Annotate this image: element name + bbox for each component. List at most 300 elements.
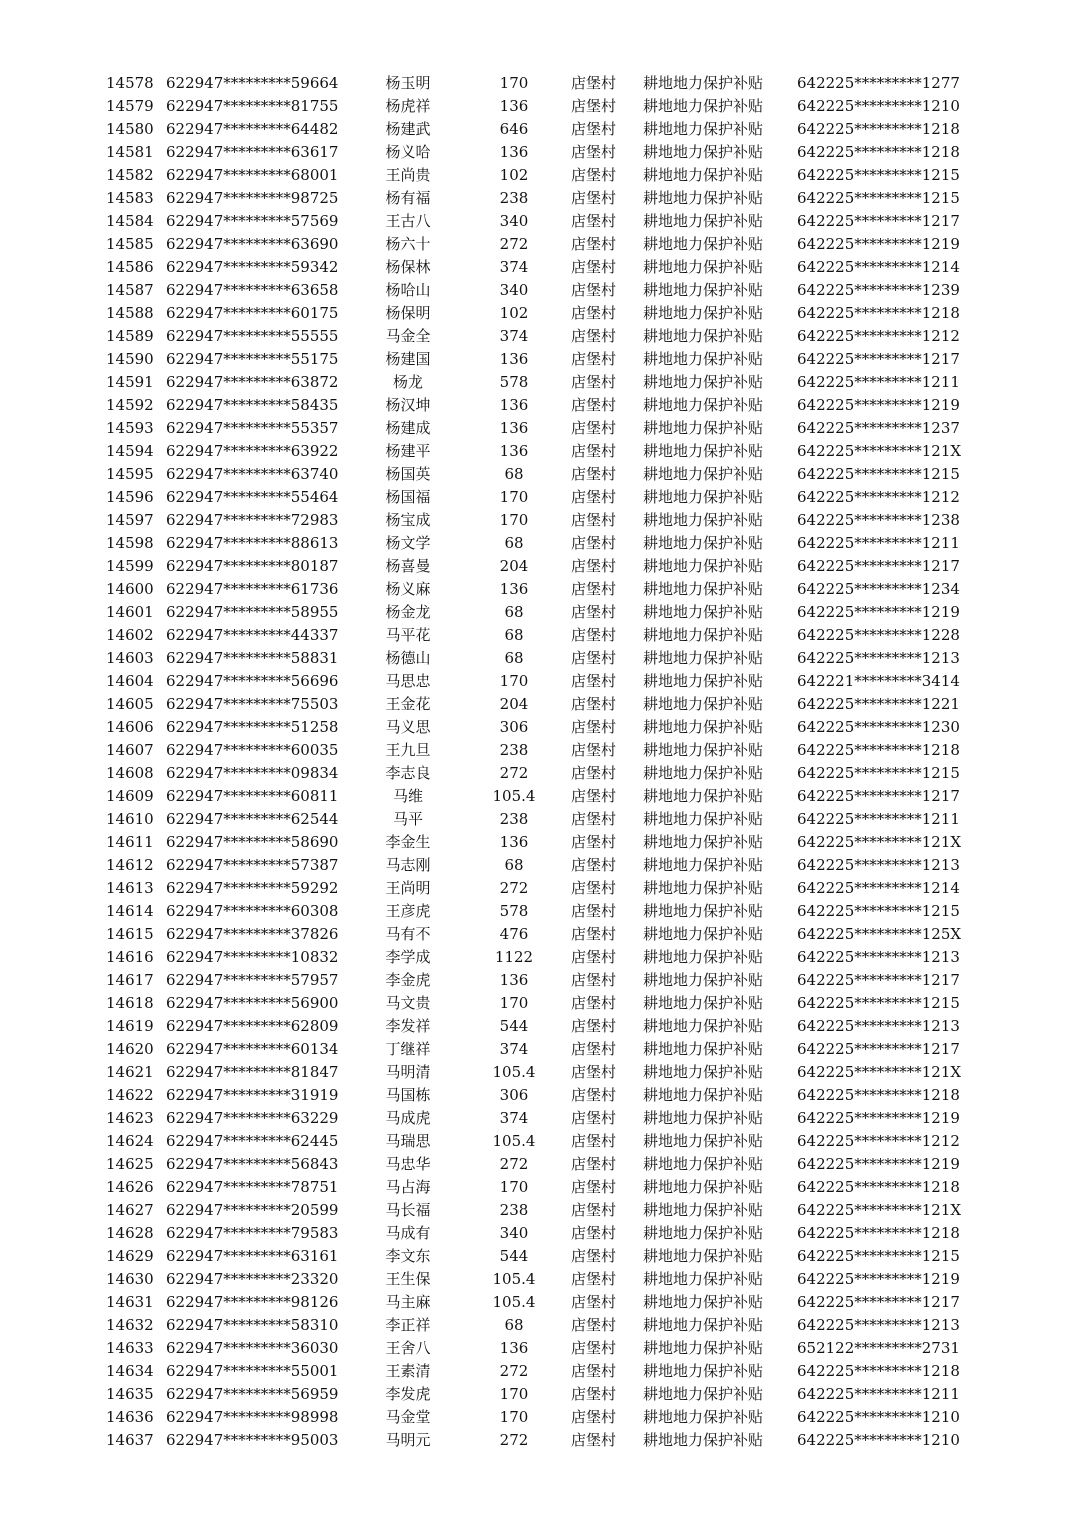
bank-account: 622947*********20599 <box>166 1201 339 1219</box>
subsidy-type: 耕地地力保护补贴 <box>643 396 764 414</box>
village: 店堡村 <box>571 1224 617 1242</box>
subsidy-amount: 102 <box>499 304 529 322</box>
subsidy-type: 耕地地力保护补贴 <box>643 1339 764 1357</box>
subsidy-amount: 105.4 <box>492 1132 536 1150</box>
id-number: 642225*********1219 <box>797 1155 960 1173</box>
payee-name: 马主麻 <box>385 1293 431 1311</box>
table-row <box>0 1314 1074 1337</box>
subsidy-amount: 578 <box>499 373 529 391</box>
subsidy-type: 耕地地力保护补贴 <box>643 1316 764 1334</box>
id-number: 642225*********1217 <box>797 787 960 805</box>
village: 店堡村 <box>571 1339 617 1357</box>
subsidy-amount: 105.4 <box>492 1293 536 1311</box>
row-number: 14624 <box>106 1132 154 1150</box>
bank-account: 622947*********75503 <box>166 695 339 713</box>
subsidy-amount: 170 <box>499 1178 529 1196</box>
payee-name: 马金堂 <box>385 1408 431 1426</box>
bank-account: 622947*********80187 <box>166 557 339 575</box>
payee-name: 马国栋 <box>385 1086 431 1104</box>
table-row <box>0 1176 1074 1199</box>
subsidy-type: 耕地地力保护补贴 <box>643 304 764 322</box>
row-number: 14617 <box>106 971 154 989</box>
row-number: 14593 <box>106 419 154 437</box>
id-number: 642225*********1211 <box>797 1385 960 1403</box>
payee-name: 马有不 <box>385 925 431 943</box>
subsidy-amount: 136 <box>499 97 529 115</box>
table-row <box>0 555 1074 578</box>
row-number: 14595 <box>106 465 154 483</box>
bank-account: 622947*********79583 <box>166 1224 339 1242</box>
table-row <box>0 394 1074 417</box>
id-number: 642225*********1217 <box>797 350 960 368</box>
bank-account: 622947*********09834 <box>166 764 339 782</box>
village: 店堡村 <box>571 994 617 1012</box>
row-number: 14622 <box>106 1086 154 1104</box>
village: 店堡村 <box>571 1293 617 1311</box>
payee-name: 马成虎 <box>385 1109 431 1127</box>
bank-account: 622947*********68001 <box>166 166 339 184</box>
payee-name: 王九旦 <box>385 741 431 759</box>
subsidy-type: 耕地地力保护补贴 <box>643 764 764 782</box>
subsidy-type: 耕地地力保护补贴 <box>643 1247 764 1265</box>
row-number: 14600 <box>106 580 154 598</box>
row-number: 14627 <box>106 1201 154 1219</box>
row-number: 14635 <box>106 1385 154 1403</box>
table-row <box>0 647 1074 670</box>
bank-account: 622947*********10832 <box>166 948 339 966</box>
village: 店堡村 <box>571 212 617 230</box>
row-number: 14589 <box>106 327 154 345</box>
subsidy-type: 耕地地力保护补贴 <box>643 603 764 621</box>
table-row <box>0 141 1074 164</box>
row-number: 14591 <box>106 373 154 391</box>
subsidy-type: 耕地地力保护补贴 <box>643 511 764 529</box>
table-row <box>0 992 1074 1015</box>
village: 店堡村 <box>571 488 617 506</box>
bank-account: 622947*********88613 <box>166 534 339 552</box>
bank-account: 622947*********64482 <box>166 120 339 138</box>
bank-account: 622947*********57957 <box>166 971 339 989</box>
table-row <box>0 348 1074 371</box>
id-number: 642225*********1218 <box>797 741 960 759</box>
payee-name: 杨德山 <box>385 649 431 667</box>
subsidy-amount: 238 <box>499 189 529 207</box>
payee-name: 杨保明 <box>385 304 431 322</box>
table-row <box>0 279 1074 302</box>
village: 店堡村 <box>571 1408 617 1426</box>
id-number: 642225*********1213 <box>797 649 960 667</box>
table-row <box>0 210 1074 233</box>
village: 店堡村 <box>571 189 617 207</box>
row-number: 14634 <box>106 1362 154 1380</box>
subsidy-amount: 374 <box>499 327 529 345</box>
row-number: 14615 <box>106 925 154 943</box>
subsidy-amount: 476 <box>499 925 529 943</box>
subsidy-type: 耕地地力保护补贴 <box>643 1270 764 1288</box>
bank-account: 622947*********60811 <box>166 787 339 805</box>
row-number: 14599 <box>106 557 154 575</box>
table-row <box>0 1245 1074 1268</box>
table-row <box>0 187 1074 210</box>
bank-account: 622947*********81847 <box>166 1063 339 1081</box>
id-number: 642225*********1215 <box>797 465 960 483</box>
id-number: 642225*********1213 <box>797 1316 960 1334</box>
payee-name: 杨国福 <box>385 488 431 506</box>
row-number: 14631 <box>106 1293 154 1311</box>
table-row <box>0 1406 1074 1429</box>
row-number: 14603 <box>106 649 154 667</box>
id-number: 642225*********1219 <box>797 235 960 253</box>
table-row <box>0 923 1074 946</box>
row-number: 14630 <box>106 1270 154 1288</box>
payee-name: 杨喜曼 <box>385 557 431 575</box>
subsidy-type: 耕地地力保护补贴 <box>643 465 764 483</box>
subsidy-amount: 646 <box>499 120 529 138</box>
table-row <box>0 946 1074 969</box>
table-row <box>0 1130 1074 1153</box>
table-row <box>0 164 1074 187</box>
subsidy-type: 耕地地力保护补贴 <box>643 534 764 552</box>
village: 店堡村 <box>571 1132 617 1150</box>
table-row <box>0 486 1074 509</box>
id-number: 642225*********1237 <box>797 419 960 437</box>
bank-account: 622947*********59664 <box>166 74 339 92</box>
subsidy-type: 耕地地力保护补贴 <box>643 810 764 828</box>
bank-account: 622947*********98998 <box>166 1408 339 1426</box>
village: 店堡村 <box>571 1155 617 1173</box>
subsidy-amount: 374 <box>499 258 529 276</box>
payee-name: 杨义麻 <box>385 580 431 598</box>
table-row <box>0 1015 1074 1038</box>
subsidy-type: 耕地地力保护补贴 <box>643 1362 764 1380</box>
id-number: 642225*********1213 <box>797 1017 960 1035</box>
subsidy-amount: 272 <box>499 1362 529 1380</box>
bank-account: 622947*********58310 <box>166 1316 339 1334</box>
bank-account: 622947*********63229 <box>166 1109 339 1127</box>
table-row <box>0 1061 1074 1084</box>
subsidy-type: 耕地地力保护补贴 <box>643 212 764 230</box>
subsidy-amount: 306 <box>499 1086 529 1104</box>
table-row <box>0 1084 1074 1107</box>
bank-account: 622947*********63690 <box>166 235 339 253</box>
table-row <box>0 1199 1074 1222</box>
bank-account: 622947*********60308 <box>166 902 339 920</box>
id-number: 642221*********3414 <box>797 672 960 690</box>
subsidy-amount: 136 <box>499 971 529 989</box>
village: 店堡村 <box>571 580 617 598</box>
id-number: 642225*********1215 <box>797 189 960 207</box>
village: 店堡村 <box>571 695 617 713</box>
table-row <box>0 233 1074 256</box>
payee-name: 马明清 <box>385 1063 431 1081</box>
village: 店堡村 <box>571 810 617 828</box>
payee-name: 马占海 <box>385 1178 431 1196</box>
bank-account: 622947*********58435 <box>166 396 339 414</box>
village: 店堡村 <box>571 534 617 552</box>
table-row <box>0 72 1074 95</box>
subsidy-type: 耕地地力保护补贴 <box>643 1385 764 1403</box>
id-number: 642225*********125X <box>797 925 962 943</box>
subsidy-type: 耕地地力保护补贴 <box>643 649 764 667</box>
row-number: 14612 <box>106 856 154 874</box>
bank-account: 622947*********36030 <box>166 1339 339 1357</box>
row-number: 14590 <box>106 350 154 368</box>
subsidy-amount: 170 <box>499 1385 529 1403</box>
subsidy-type: 耕地地力保护补贴 <box>643 1201 764 1219</box>
row-number: 14581 <box>106 143 154 161</box>
subsidy-amount: 105.4 <box>492 1063 536 1081</box>
bank-account: 622947*********56959 <box>166 1385 339 1403</box>
table-row <box>0 854 1074 877</box>
bank-account: 622947*********37826 <box>166 925 339 943</box>
id-number: 642225*********1217 <box>797 971 960 989</box>
payee-name: 王素清 <box>385 1362 431 1380</box>
row-number: 14596 <box>106 488 154 506</box>
subsidy-amount: 340 <box>499 281 529 299</box>
table-row <box>0 785 1074 808</box>
subsidy-type: 耕地地力保护补贴 <box>643 580 764 598</box>
subsidy-amount: 136 <box>499 580 529 598</box>
subsidy-type: 耕地地力保护补贴 <box>643 879 764 897</box>
village: 店堡村 <box>571 1247 617 1265</box>
id-number: 642225*********1238 <box>797 511 960 529</box>
village: 店堡村 <box>571 649 617 667</box>
row-number: 14632 <box>106 1316 154 1334</box>
id-number: 642225*********1213 <box>797 856 960 874</box>
subsidy-amount: 204 <box>499 557 529 575</box>
row-number: 14629 <box>106 1247 154 1265</box>
payee-name: 杨建国 <box>385 350 431 368</box>
payee-name: 马忠华 <box>385 1155 431 1173</box>
subsidy-amount: 170 <box>499 994 529 1012</box>
subsidy-type: 耕地地力保护补贴 <box>643 787 764 805</box>
id-number: 642225*********1212 <box>797 1132 960 1150</box>
payee-name: 李学成 <box>385 948 431 966</box>
subsidy-type: 耕地地力保护补贴 <box>643 1293 764 1311</box>
subsidy-amount: 68 <box>504 603 524 621</box>
subsidy-type: 耕地地力保护补贴 <box>643 373 764 391</box>
subsidy-type: 耕地地力保护补贴 <box>643 1086 764 1104</box>
subsidy-amount: 272 <box>499 764 529 782</box>
row-number: 14601 <box>106 603 154 621</box>
subsidy-type: 耕地地力保护补贴 <box>643 1178 764 1196</box>
subsidy-amount: 272 <box>499 879 529 897</box>
table-row <box>0 1107 1074 1130</box>
id-number: 642225*********1228 <box>797 626 960 644</box>
table-row <box>0 1268 1074 1291</box>
id-number: 642225*********1214 <box>797 258 960 276</box>
bank-account: 622947*********23320 <box>166 1270 339 1288</box>
village: 店堡村 <box>571 1431 617 1449</box>
village: 店堡村 <box>571 304 617 322</box>
subsidy-amount: 306 <box>499 718 529 736</box>
payee-name: 马长福 <box>385 1201 431 1219</box>
subsidy-type: 耕地地力保护补贴 <box>643 1017 764 1035</box>
subsidy-type: 耕地地力保护补贴 <box>643 189 764 207</box>
row-number: 14583 <box>106 189 154 207</box>
row-number: 14620 <box>106 1040 154 1058</box>
subsidy-amount: 272 <box>499 1155 529 1173</box>
subsidy-amount: 136 <box>499 442 529 460</box>
id-number: 642225*********1219 <box>797 396 960 414</box>
bank-account: 622947*********62445 <box>166 1132 339 1150</box>
table-row <box>0 1383 1074 1406</box>
table-row <box>0 1038 1074 1061</box>
subsidy-amount: 105.4 <box>492 787 536 805</box>
id-number: 642225*********1219 <box>797 603 960 621</box>
payee-name: 王舍八 <box>385 1339 431 1357</box>
village: 店堡村 <box>571 120 617 138</box>
subsidy-amount: 374 <box>499 1040 529 1058</box>
subsidy-amount: 68 <box>504 534 524 552</box>
subsidy-type: 耕地地力保护补贴 <box>643 1431 764 1449</box>
village: 店堡村 <box>571 764 617 782</box>
row-number: 14618 <box>106 994 154 1012</box>
id-number: 642225*********1218 <box>797 120 960 138</box>
payee-name: 杨虎祥 <box>385 97 431 115</box>
bank-account: 622947*********63617 <box>166 143 339 161</box>
table-row <box>0 1291 1074 1314</box>
bank-account: 622947*********59292 <box>166 879 339 897</box>
subsidy-amount: 136 <box>499 1339 529 1357</box>
payee-name: 丁继祥 <box>385 1040 431 1058</box>
village: 店堡村 <box>571 419 617 437</box>
table-row <box>0 417 1074 440</box>
id-number: 642225*********1210 <box>797 1431 960 1449</box>
id-number: 642225*********1217 <box>797 1293 960 1311</box>
payee-name: 李金虎 <box>385 971 431 989</box>
row-number: 14621 <box>106 1063 154 1081</box>
payee-name: 杨宝成 <box>385 511 431 529</box>
subsidy-type: 耕地地力保护补贴 <box>643 281 764 299</box>
row-number: 14605 <box>106 695 154 713</box>
table-row <box>0 1337 1074 1360</box>
id-number: 642225*********1211 <box>797 810 960 828</box>
village: 店堡村 <box>571 350 617 368</box>
payee-name: 杨汉坤 <box>385 396 431 414</box>
subsidy-amount: 136 <box>499 143 529 161</box>
table-row <box>0 762 1074 785</box>
village: 店堡村 <box>571 281 617 299</box>
bank-account: 622947*********60035 <box>166 741 339 759</box>
subsidy-amount: 578 <box>499 902 529 920</box>
id-number: 642225*********1239 <box>797 281 960 299</box>
row-number: 14611 <box>106 833 154 851</box>
village: 店堡村 <box>571 235 617 253</box>
id-number: 642225*********1215 <box>797 764 960 782</box>
id-number: 642225*********1210 <box>797 97 960 115</box>
id-number: 642225*********1218 <box>797 304 960 322</box>
table-row <box>0 440 1074 463</box>
id-number: 642225*********1213 <box>797 948 960 966</box>
id-number: 642225*********1215 <box>797 994 960 1012</box>
table-row <box>0 1222 1074 1245</box>
id-number: 642225*********1221 <box>797 695 960 713</box>
payee-name: 马义思 <box>385 718 431 736</box>
subsidy-amount: 102 <box>499 166 529 184</box>
subsidy-type: 耕地地力保护补贴 <box>643 1224 764 1242</box>
village: 店堡村 <box>571 741 617 759</box>
bank-account: 622947*********56696 <box>166 672 339 690</box>
table-row <box>0 302 1074 325</box>
payee-name: 王金花 <box>385 695 431 713</box>
subsidy-amount: 272 <box>499 235 529 253</box>
village: 店堡村 <box>571 1270 617 1288</box>
row-number: 14609 <box>106 787 154 805</box>
subsidy-amount: 68 <box>504 649 524 667</box>
subsidy-type: 耕地地力保护补贴 <box>643 258 764 276</box>
payee-name: 李金生 <box>385 833 431 851</box>
payee-name: 马维 <box>392 787 423 805</box>
subsidy-type: 耕地地力保护补贴 <box>643 97 764 115</box>
row-number: 14585 <box>106 235 154 253</box>
row-number: 14586 <box>106 258 154 276</box>
row-number: 14614 <box>106 902 154 920</box>
id-number: 642225*********1215 <box>797 1247 960 1265</box>
subsidy-amount: 136 <box>499 350 529 368</box>
id-number: 642225*********1215 <box>797 166 960 184</box>
id-number: 642225*********1217 <box>797 212 960 230</box>
id-number: 642225*********1219 <box>797 1109 960 1127</box>
id-number: 642225*********1218 <box>797 1086 960 1104</box>
subsidy-type: 耕地地力保护补贴 <box>643 488 764 506</box>
village: 店堡村 <box>571 925 617 943</box>
payee-name: 杨建平 <box>385 442 431 460</box>
table-row <box>0 693 1074 716</box>
payee-name: 马明元 <box>385 1431 431 1449</box>
village: 店堡村 <box>571 327 617 345</box>
payee-name: 杨义哈 <box>385 143 431 161</box>
subsidy-type: 耕地地力保护补贴 <box>643 672 764 690</box>
table-row <box>0 969 1074 992</box>
bank-account: 622947*********95003 <box>166 1431 339 1449</box>
row-number: 14578 <box>106 74 154 92</box>
table-row <box>0 739 1074 762</box>
village: 店堡村 <box>571 833 617 851</box>
subsidy-type: 耕地地力保护补贴 <box>643 718 764 736</box>
village: 店堡村 <box>571 143 617 161</box>
subsidy-table <box>0 72 1074 1452</box>
row-number: 14587 <box>106 281 154 299</box>
table-row <box>0 532 1074 555</box>
subsidy-amount: 238 <box>499 1201 529 1219</box>
table-row <box>0 256 1074 279</box>
id-number: 642225*********1212 <box>797 327 960 345</box>
village: 店堡村 <box>571 442 617 460</box>
id-number: 642225*********1234 <box>797 580 960 598</box>
row-number: 14592 <box>106 396 154 414</box>
id-number: 642225*********1210 <box>797 1408 960 1426</box>
table-row <box>0 509 1074 532</box>
payee-name: 王尚贵 <box>385 166 431 184</box>
table-row <box>0 1153 1074 1176</box>
row-number: 14636 <box>106 1408 154 1426</box>
subsidy-type: 耕地地力保护补贴 <box>643 948 764 966</box>
id-number: 642225*********121X <box>797 1201 962 1219</box>
subsidy-type: 耕地地力保护补贴 <box>643 1109 764 1127</box>
payee-name: 杨建武 <box>385 120 431 138</box>
table-row <box>0 808 1074 831</box>
village: 店堡村 <box>571 672 617 690</box>
subsidy-type: 耕地地力保护补贴 <box>643 1132 764 1150</box>
village: 店堡村 <box>571 74 617 92</box>
bank-account: 622947*********63658 <box>166 281 339 299</box>
subsidy-type: 耕地地力保护补贴 <box>643 1063 764 1081</box>
village: 店堡村 <box>571 971 617 989</box>
id-number: 652122*********2731 <box>797 1339 960 1357</box>
subsidy-amount: 374 <box>499 1109 529 1127</box>
table-row <box>0 670 1074 693</box>
